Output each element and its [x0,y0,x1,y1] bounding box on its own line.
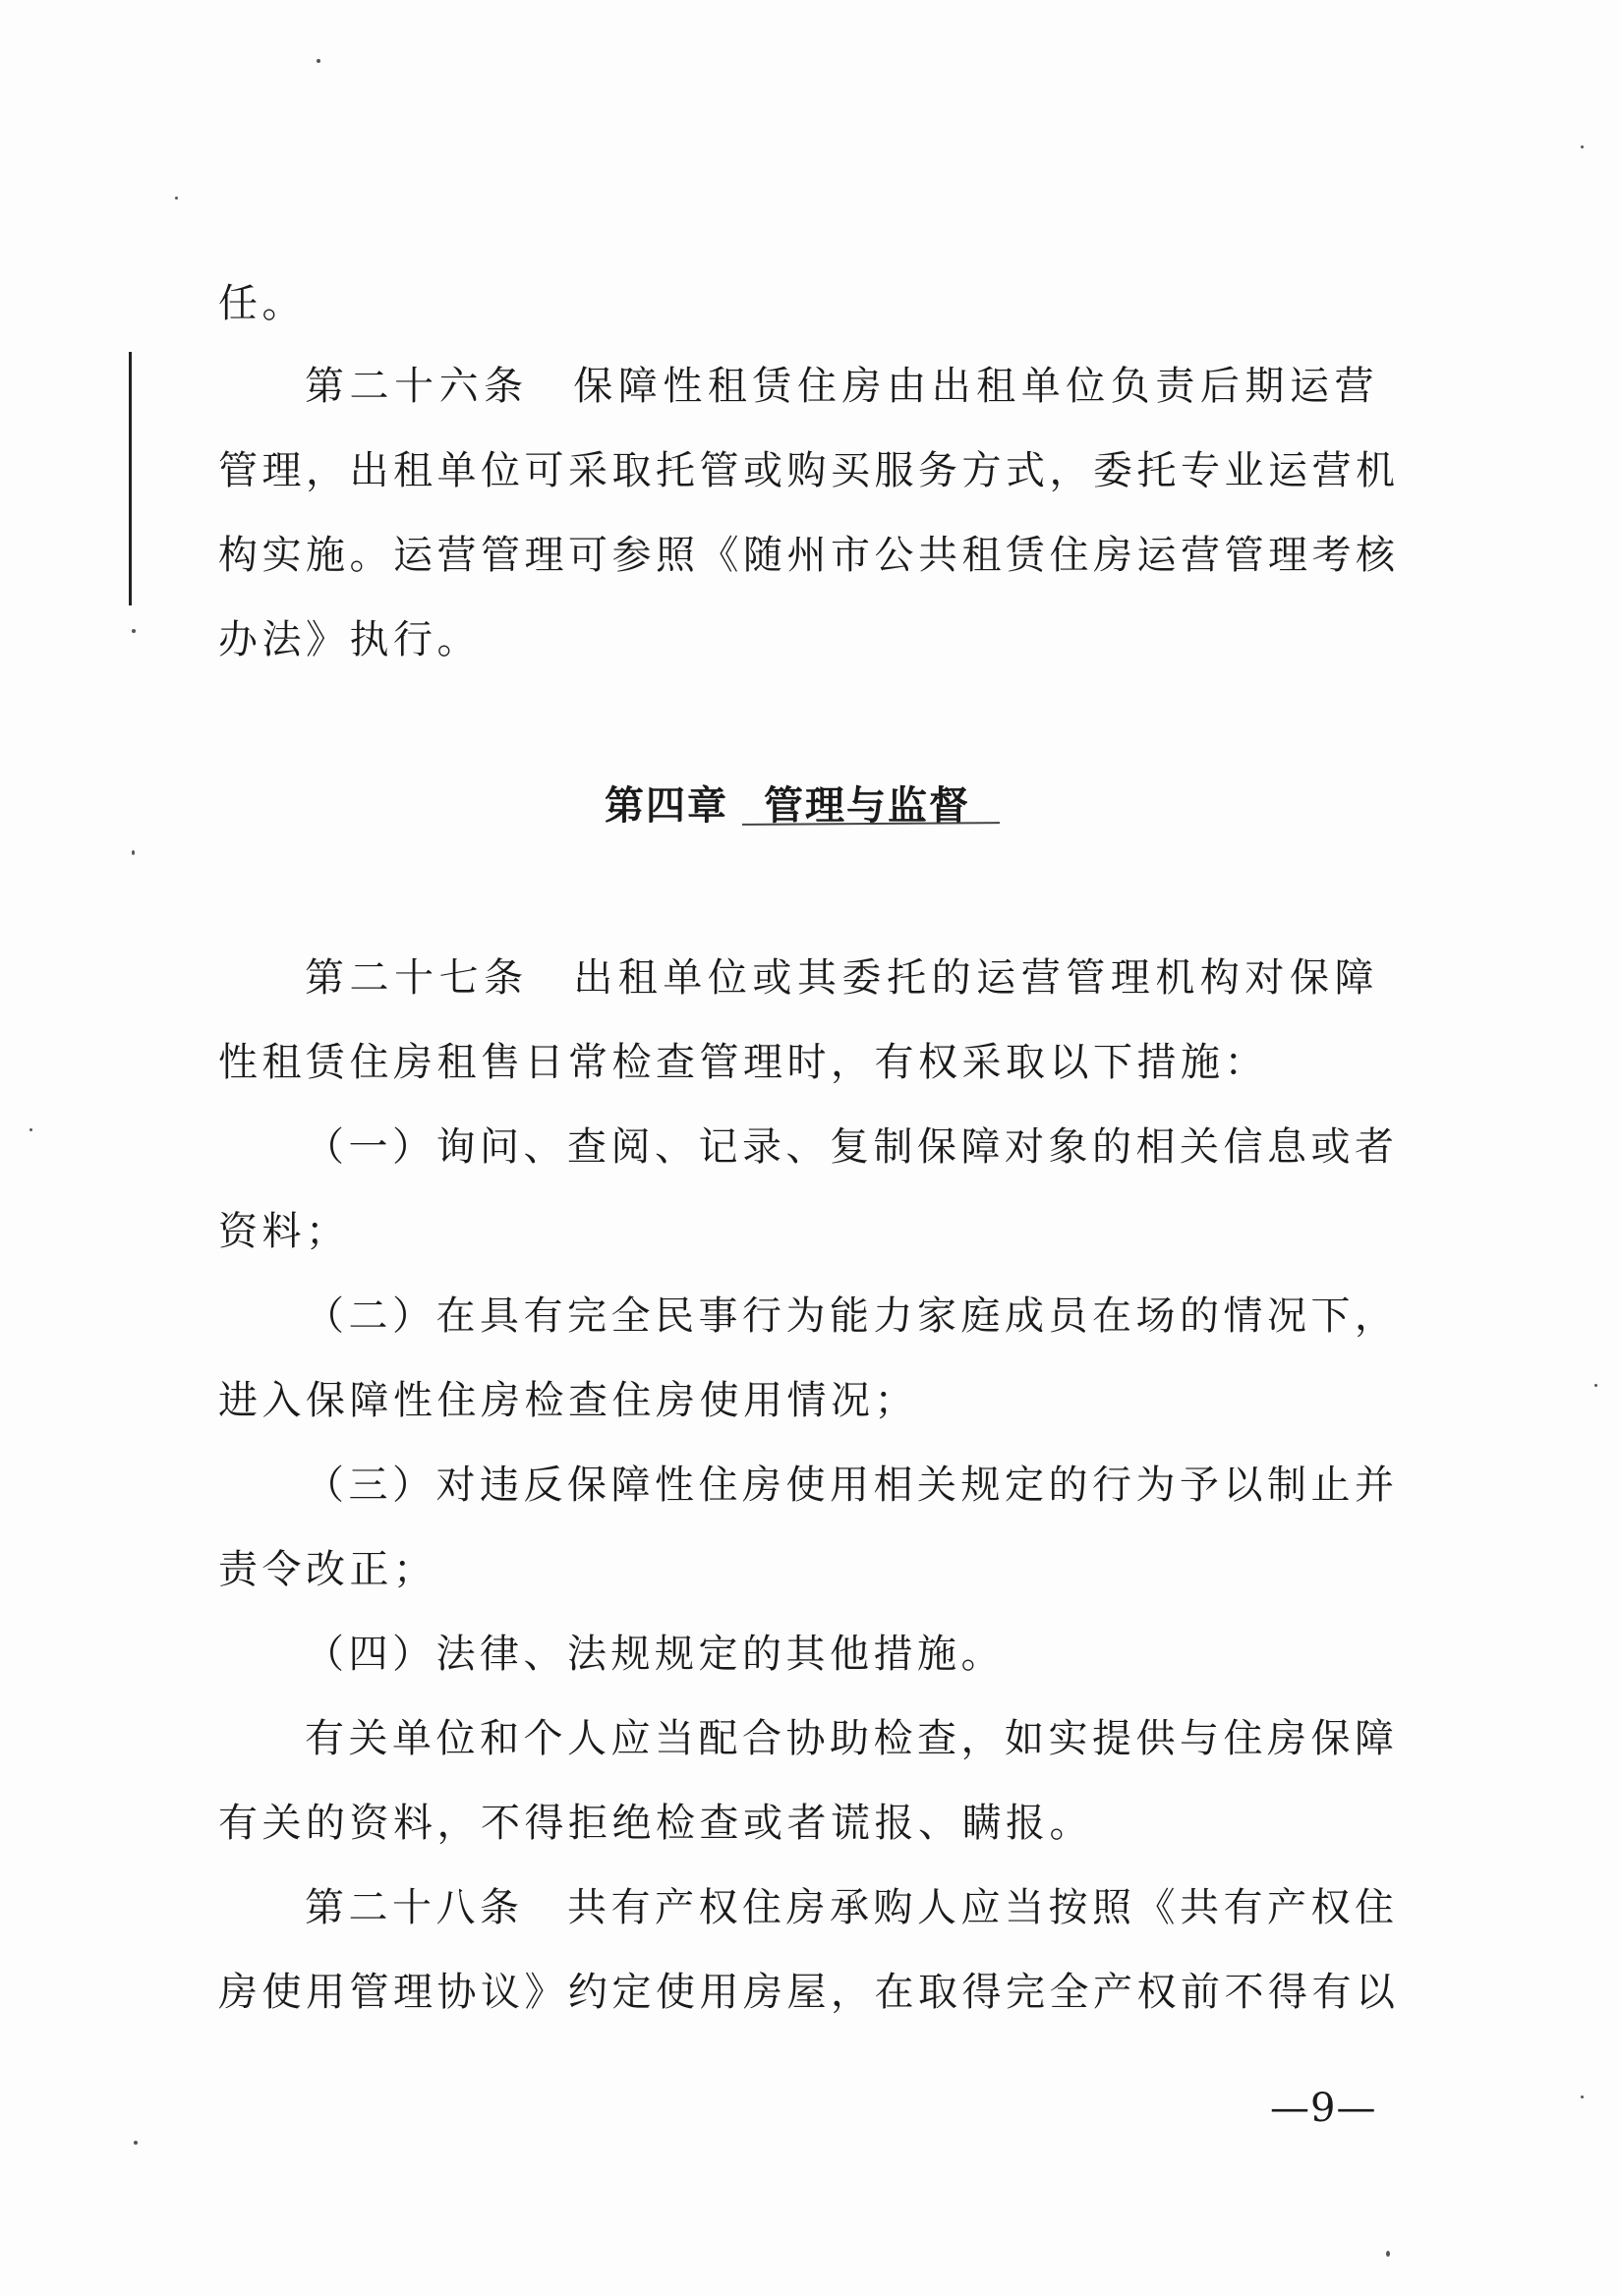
article-27-item-3-line-2: 责令改正； [218,1547,437,1592]
chapter-number: 第四章 [605,783,728,829]
scan-speck [1386,2251,1390,2257]
page-number: —9— [1270,2086,1377,2131]
scan-speck [317,59,320,63]
cooperation-line-1: 有关单位和个人应当配合协助检查，如实提供与住房保障 [305,1716,1399,1761]
scan-speck [132,629,136,633]
margin-rule [129,352,132,605]
article-26-line-4: 办法》执行。 [218,617,481,662]
chapter-title: 管理与监督 [764,783,970,829]
article-28-line-1: 第二十八条 共有产权住房承购人应当按照《共有产权住 [305,1885,1399,1930]
cooperation-line-2: 有关的资料，不得拒绝检查或者谎报、瞒报。 [218,1801,1093,1846]
article-26-line-1: 第二十六条 保障性租赁住房由出租单位负责后期运营 [305,364,1378,409]
article-27-item-4: （四）法律、法规规定的其他措施。 [305,1632,1005,1677]
scan-speck [1581,2095,1584,2098]
scan-speck [29,1128,32,1131]
article-27-line-2: 性租赁住房租售日常检查管理时，有权采取以下措施： [218,1040,1268,1085]
article-27-item-3-line-1: （三）对违反保障性住房使用相关规定的行为予以制止并 [305,1463,1399,1508]
chapter-heading [605,781,970,831]
article-28-line-2: 房使用管理协议》约定使用房屋，在取得完全产权前不得有以 [218,1970,1400,2015]
article-27-item-2-line-1: （二）在具有完全民事行为能力家庭成员在场的情况下， [305,1293,1399,1339]
article-27-item-1-line-2: 资料； [218,1209,350,1254]
scan-speck [1594,1384,1597,1387]
article-27-item-2-line-2: 进入保障性住房检查住房使用情况； [218,1378,918,1423]
article-27-line-1: 第二十七条 出租单位或其委托的运营管理机构对保障 [305,955,1378,1001]
article-27-item-1-line-1: （一）询问、查阅、记录、复制保障对象的相关信息或者 [305,1124,1399,1170]
article-26-line-3: 构实施。运营管理可参照《随州市公共租赁住房运营管理考核 [218,533,1400,578]
scan-speck [175,197,178,200]
article-26-line-2: 管理，出租单位可采取托管或购买服务方式，委托专业运营机 [218,448,1400,493]
scan-speck [1581,145,1584,148]
scan-speck [132,850,135,855]
text-line-continuation: 任。 [218,281,306,326]
scan-speck [134,2141,138,2145]
